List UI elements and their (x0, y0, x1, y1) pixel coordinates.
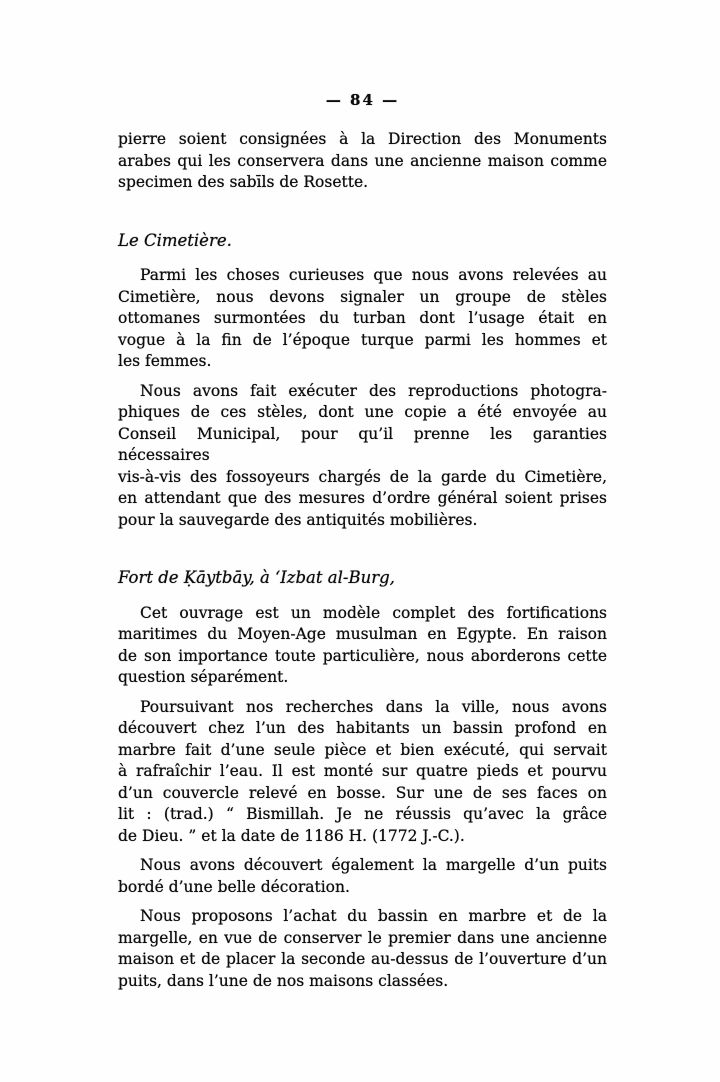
section-heading: Fort de Ḳāytbāy, à ‘Izbat al-Burg, (118, 568, 395, 587)
text-line: découvert chez l’un des habitants un bassin profond en (118, 719, 607, 737)
text-line: Cet ouvrage est un modèle complet des fortifications (140, 603, 607, 622)
page-body (118, 129, 607, 992)
paragraph (118, 265, 607, 373)
text-line: Nous avons fait exécuter des reproductions photogra- (140, 381, 607, 400)
paragraph (118, 697, 607, 848)
text-line: bordé d’une belle décoration. (118, 877, 350, 896)
text-line: à rafraîchir l’eau. Il est monté sur quatre pieds et pourvu (118, 762, 607, 780)
text-line: vis-à-vis des fossoyeurs chargés de la garde du Cimetière, (118, 467, 607, 486)
text-line: pour la sauvegarde des antiquités mobilières. (118, 510, 478, 529)
text-line: vogue à la fin de l’époque turque parmi les hommes et (118, 330, 607, 349)
text-line: lit : (trad.) “ Bismillah. Je ne réussis qu’avec la grâce (118, 805, 607, 823)
text-line: maritimes du Moyen-Age musulman en Egypte. En raison (118, 625, 607, 643)
text-line: d’un couvercle relevé en bosse. Sur une de ses faces on (118, 783, 607, 802)
text-line: Nous avons découvert également la margelle d’un puits (140, 856, 607, 874)
page-content (118, 0, 607, 992)
text-line: margelle, en vue de conserver le premier dans une ancienne (118, 928, 607, 947)
paragraph (118, 906, 607, 992)
text-line: arabes qui les conservera dans une ancienne maison comme (118, 151, 607, 170)
text-line: Parmi les choses curieuses que nous avons relevées au (140, 266, 607, 284)
text-line: de Dieu. ” et la date de 1186 H. (1772 J.-C.). (118, 826, 465, 845)
text-line: Poursuivant nos recherches dans la ville, nous avons (140, 697, 607, 716)
text-line: question séparément. (118, 668, 289, 686)
text-line: puits, dans l’une de nos maisons classées. (118, 971, 449, 990)
text-line: les femmes. (118, 352, 212, 370)
text-line: de son importance toute particulière, nous aborderons cette (118, 646, 607, 665)
paragraph (118, 603, 607, 689)
text-line: Cimetière, nous devons signaler un groupe de stèles (118, 287, 607, 306)
text-line: marbre fait d’une seule pièce et bien exécuté, qui servait (118, 740, 607, 759)
text-line: en attendant que des mesures d’ordre général soient prises (118, 489, 607, 507)
section-heading: Le Cimetière. (118, 230, 232, 250)
text-line: maison et de placer la seconde au-dessus de l’ouverture d’un (118, 950, 607, 968)
text-line: Nous proposons l’achat du bassin en marbre et de la (140, 907, 607, 925)
text-line: specimen des sabīls de Rosette. (118, 173, 369, 191)
page-number-header: — 84 — (325, 91, 400, 109)
paragraph (118, 129, 607, 194)
paragraph (118, 855, 607, 898)
paragraph (118, 381, 607, 532)
text-line: Conseil Municipal, pour qu’il prenne les garanties nécessaires (118, 424, 607, 464)
text-line: ottomanes surmontées du turban dont l’usage était en (118, 309, 607, 327)
text-line: pierre soient consignées à la Direction des Monuments (118, 130, 607, 148)
text-line: phiques de ces stèles, dont une copie a été envoyée au (118, 403, 607, 421)
